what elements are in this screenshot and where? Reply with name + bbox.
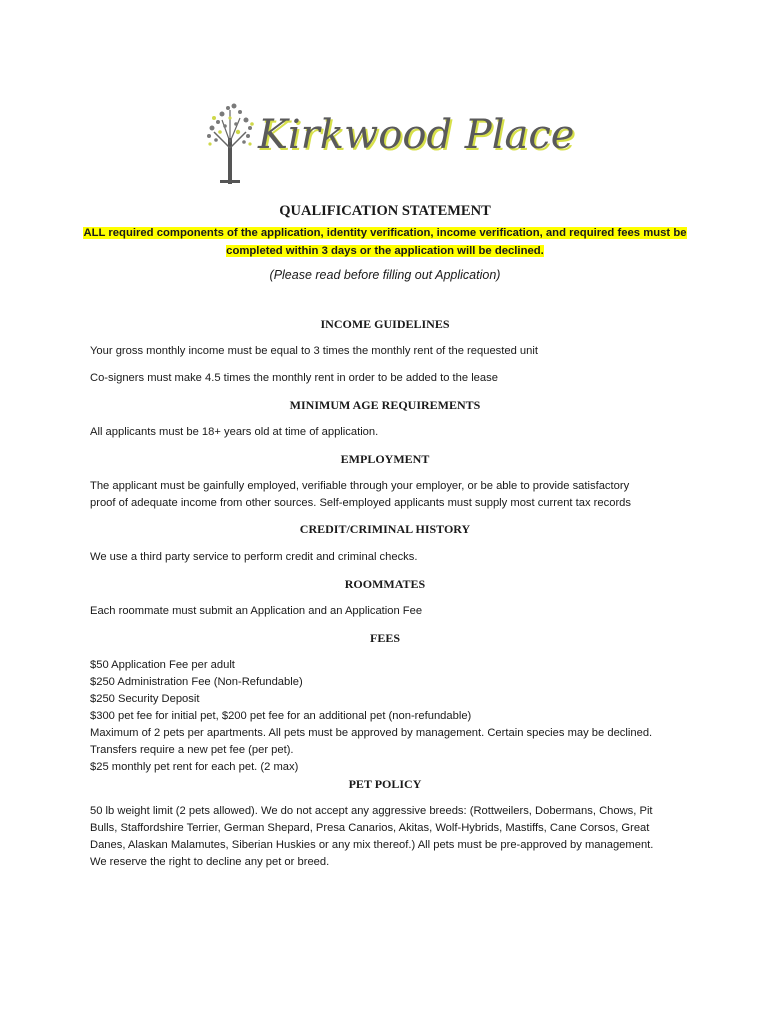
roommates-paragraph: Each roommate must submit an Application and an Application Fee	[90, 605, 423, 617]
pet-policy-line: Danes, Alaskan Malamutes, Siberian Huskies or any mix thereof.) All pets must be pre-approved by management.	[90, 839, 654, 851]
notice-line-1: ALL required components of the application, identity verification, income verification, and required fees must be	[83, 227, 687, 239]
required-components-notice	[80, 224, 690, 260]
fee-line: $250 Security Deposit	[90, 693, 200, 705]
income-paragraph-2: Co-signers must make 4.5 times the monthly rent in order to be added to the lease	[90, 372, 498, 384]
pet-policy-line: 50 lb weight limit (2 pets allowed). We do not accept any aggressive breeds: (Rottweilers, Dobermans, Chows, Pit	[90, 805, 653, 817]
read-before-note: (Please read before filling out Application)	[269, 268, 501, 282]
credit-paragraph: We use a third party service to perform credit and criminal checks.	[90, 551, 418, 563]
fee-line: Transfers require a new pet fee (per pet).	[90, 744, 294, 756]
tree-icon	[200, 98, 260, 186]
employment-line-2: proof of adequate income from other sources. Self-employed applicants must supply most current tax records	[90, 497, 631, 509]
age-requirements-heading: MINIMUM AGE REQUIREMENTS	[289, 398, 481, 412]
fee-line: $300 pet fee for initial pet, $200 pet fee for an additional pet (non-refundable)	[90, 710, 472, 722]
employment-paragraph	[90, 478, 690, 512]
page-title: QUALIFICATION STATEMENT	[279, 203, 491, 219]
pet-policy-line: Bulls, Staffordshire Terrier, German Shepard, Presa Canarios, Akitas, Wolf-Hybrids, Mastiffs, Cane Corsos, Great	[90, 822, 650, 834]
fees-heading: FEES	[369, 631, 400, 645]
fee-line: $250 Administration Fee (Non-Refundable)	[90, 676, 303, 688]
fee-line: $25 monthly pet rent for each pet. (2 max)	[90, 761, 299, 773]
fees-list	[90, 657, 690, 776]
notice-line-2: completed within 3 days or the application will be declined.	[226, 245, 544, 257]
income-paragraph-1: Your gross monthly income must be equal to 3 times the monthly rent of the requested unit	[90, 345, 538, 357]
logo-text: Kirkwood Place	[258, 112, 575, 158]
age-paragraph: All applicants must be 18+ years old at time of application.	[90, 426, 379, 438]
roommates-heading: ROOMMATES	[344, 577, 426, 591]
fee-line: $50 Application Fee per adult	[90, 659, 235, 671]
employment-heading: EMPLOYMENT	[340, 452, 430, 466]
pet-policy-heading: PET POLICY	[348, 777, 422, 791]
income-guidelines-heading: INCOME GUIDELINES	[320, 317, 450, 331]
pet-policy-line: We reserve the right to decline any pet or breed.	[90, 856, 330, 868]
employment-line-1: The applicant must be gainfully employed, verifiable through your employer, or be able to provide satisfactory	[90, 480, 630, 492]
fee-line: Maximum of 2 pets per apartments. All pets must be approved by management. Certain species may be declined.	[90, 727, 653, 739]
kirkwood-place-logo	[200, 98, 575, 186]
credit-criminal-heading: CREDIT/CRIMINAL HISTORY	[299, 522, 471, 536]
pet-policy-paragraph	[90, 803, 690, 871]
